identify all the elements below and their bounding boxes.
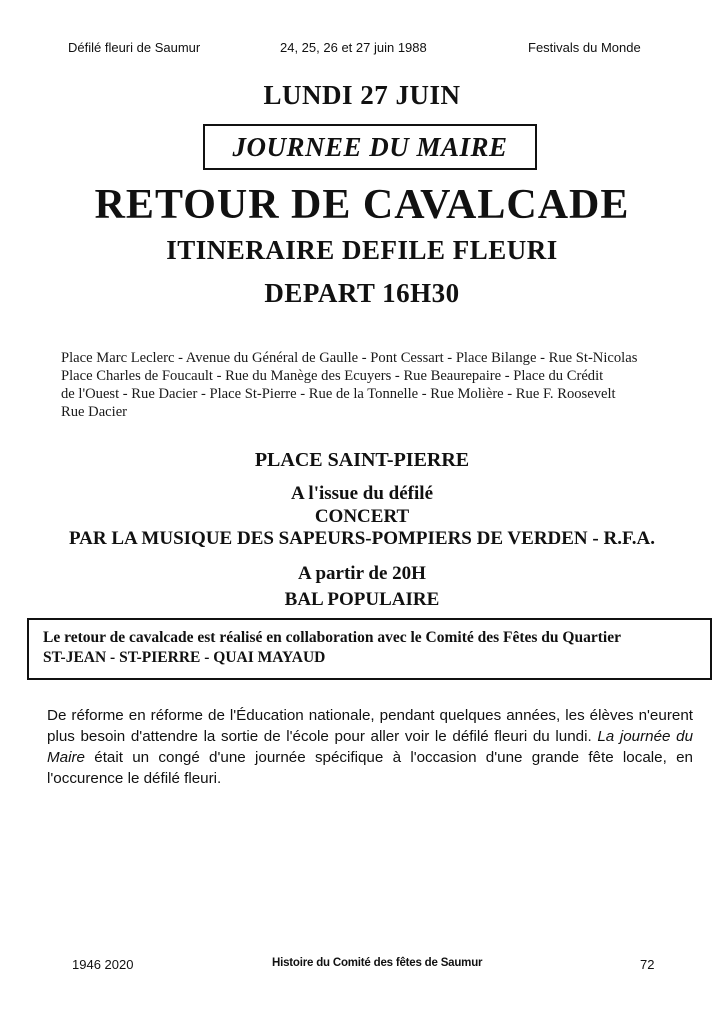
commentary-paragraph xyxy=(47,705,693,789)
boxed-title-frame xyxy=(203,124,537,170)
boxed-title: JOURNEE DU MAIRE xyxy=(232,131,508,162)
route-line: Place Marc Leclerc - Avenue du Général de Gaulle - Pont Cessart - Place Bilange - Rue St-Nicolas xyxy=(61,350,638,366)
departure-time: DEPART 16H30 xyxy=(264,278,460,308)
concert-heading: CONCERT xyxy=(314,506,410,527)
page-number: 72 xyxy=(640,957,655,972)
footer-years: 1946 2020 xyxy=(72,957,134,972)
footer-book-title: Histoire du Comité des fêtes de Saumur xyxy=(272,957,483,969)
header-left-title: Défilé fleuri de Saumur xyxy=(68,40,201,55)
ball-time: A partir de 20H xyxy=(298,563,426,584)
commentary-text-end: était un congé d'une journée spécifique à l'occasion d'une grande fête locale, en l'occurence le défilé fleuri. xyxy=(47,749,693,787)
after-parade-note: A l'issue du défilé xyxy=(291,483,433,504)
ball-heading: BAL POPULAIRE xyxy=(284,589,440,610)
subtitle: ITINERAIRE DEFILE FLEURI xyxy=(166,235,558,265)
route-line: Place Charles de Foucault - Rue du Manège des Ecuyers - Rue Beaurepaire - Place du Crédit xyxy=(61,368,604,384)
collaboration-box xyxy=(27,618,712,680)
poster-date: LUNDI 27 JUIN xyxy=(263,80,461,110)
header-dates: 24, 25, 26 et 27 juin 1988 xyxy=(280,40,427,55)
route-line: Rue Dacier xyxy=(61,404,128,420)
route-itinerary xyxy=(61,349,683,421)
collaboration-line: Le retour de cavalcade est réalisé en collaboration avec le Comité des Fêtes du Quartier xyxy=(43,629,621,646)
collaboration-districts: ST-JEAN - ST-PIERRE - QUAI MAYAUD xyxy=(43,649,326,666)
main-title: RETOUR DE CAVALCADE xyxy=(94,182,630,228)
commentary-italic: La journée du Maire xyxy=(47,728,694,766)
route-line: de l'Ouest - Rue Dacier - Place St-Pierre - Rue de la Tonnelle - Rue Molière - Rue F. Roosevelt xyxy=(61,386,616,402)
commentary-text: De réforme en réforme de l'Éducation nationale, pendant quelques années, les élèves n'eurent plus besoin d'attendre la sortie de l'école pour aller voir le défilé fleuri du lundi. xyxy=(47,707,693,745)
band-name: PAR LA MUSIQUE DES SAPEURS-POMPIERS DE VERDEN - R.F.A. xyxy=(68,528,656,549)
event-place: PLACE SAINT-PIERRE xyxy=(254,449,470,471)
header-right-title: Festivals du Monde xyxy=(528,40,641,55)
